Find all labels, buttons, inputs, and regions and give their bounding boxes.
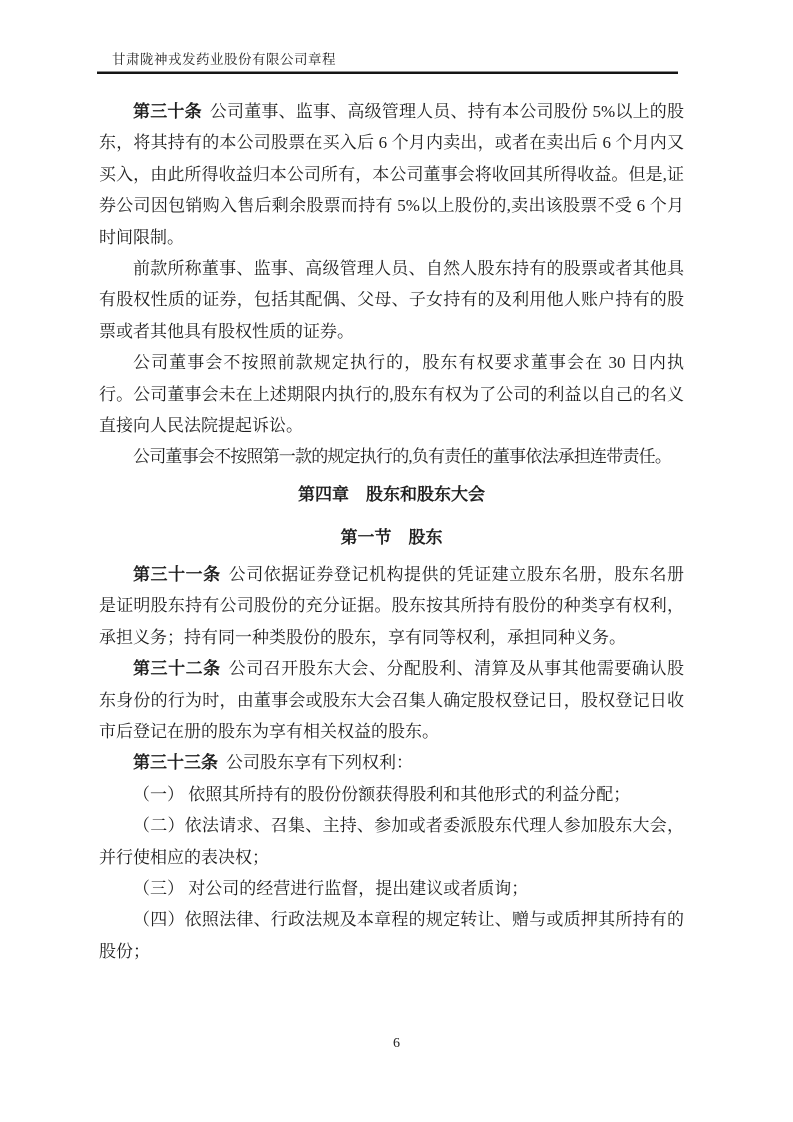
list-item-text: （一） 依照其所持有的股份份额获得股利和其他形式的利益分配；	[133, 784, 631, 804]
article-text: 前款所称董事、监事、高级管理人员、自然人股东持有的股票或者其他具有股权性质的证券，包括其配偶、父母、子女持有的及利用他人账户持有的股票或者其他具有股权性质的证券。	[99, 259, 684, 341]
page-footer	[0, 1036, 793, 1052]
paragraph-article-30-clause-2	[99, 253, 684, 347]
paragraph-article-30-clause-4	[99, 441, 684, 472]
article-number: 第三十二条	[133, 659, 221, 679]
chapter-heading: 第四章 股东和股东大会	[298, 484, 485, 504]
article-text: 公司董事、监事、高级管理人员、持有本公司股份 5%以上的股东，将其持有的本公司股票在买入后 6 个月内卖出，或者在卖出后 6 个月内又买入，由此所得收益归本公司所有，本公司董事会将收回其所得收益。但是,证券公司因包销购入售后剩余股票而持有 5%以上股份的,卖出该股票不受 6 个月时间限制。	[99, 102, 685, 247]
paragraph-article-31	[99, 559, 684, 653]
paragraph-article-30	[99, 96, 684, 253]
paragraph-article-32	[99, 653, 684, 747]
list-item-text: （四）依照法律、行政法规及本章程的规定转让、赠与或质押其所持有的股份；	[99, 910, 684, 961]
list-item-4	[99, 904, 684, 967]
paragraph-article-30-clause-3	[99, 347, 684, 441]
list-item-text: （三） 对公司的经营进行监督，提出建议或者质询；	[133, 878, 529, 898]
article-text: 公司依据证券登记机构提供的凭证建立股东名册，股东名册是证明股东持有公司股份的充分证据。股东按其所持有股份的种类享有权利，承担义务；持有同一种类股份的股东，享有同等权利，承担同种义务。	[99, 564, 685, 647]
paragraph-article-33	[99, 747, 684, 778]
list-item-3	[99, 873, 684, 904]
article-text: 公司股东享有下列权利：	[226, 753, 413, 773]
article-text: 公司董事会不按照前款规定执行的，股东有权要求董事会在 30 日内执行。公司董事会未在上述期限内执行的,股东有权为了公司的利益以自己的名义直接向人民法院提起诉讼。	[99, 353, 684, 436]
document-body	[99, 96, 684, 967]
list-item-2	[99, 810, 684, 873]
list-item-text: （二）依法请求、召集、主持、参加或者委派股东代理人参加股东大会，并行使相应的表决权；	[99, 816, 684, 867]
header-rule	[97, 71, 678, 74]
article-text: 公司董事会不按照第一款的规定执行的,负有责任的董事依法承担连带责任。	[133, 447, 672, 467]
section-heading: 第一节 股东	[340, 527, 443, 547]
article-number: 第三十三条	[133, 753, 218, 773]
article-number: 第三十一条	[133, 564, 221, 584]
article-text: 公司召开股东大会、分配股利、清算及从事其他需要确认股东身份的行为时，由董事会或股东大会召集人确定股权登记日，股权登记日收市后登记在册的股东为享有相关权益的股东。	[99, 659, 685, 741]
header-title: 甘肃陇神戎发药业股份有限公司章程	[112, 52, 336, 67]
page-number: 6	[393, 1036, 400, 1051]
list-item-1	[99, 779, 684, 810]
article-number: 第三十条	[133, 102, 202, 121]
page-header	[97, 52, 678, 74]
